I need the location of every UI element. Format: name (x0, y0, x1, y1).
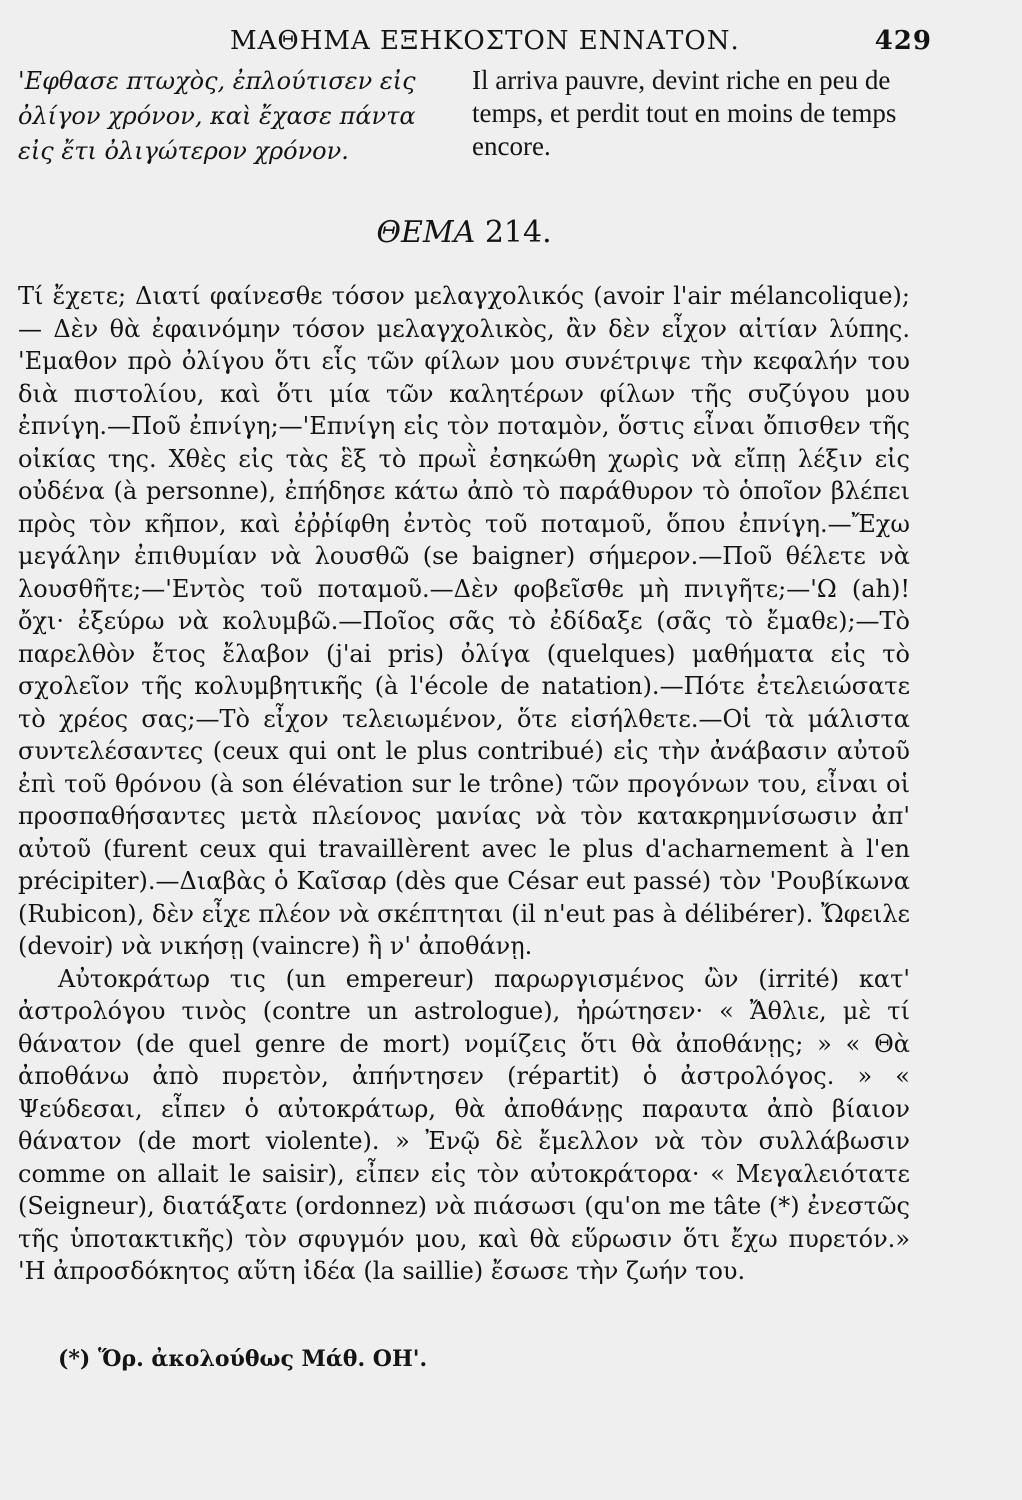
running-header (18, 26, 932, 56)
intro-section (18, 64, 910, 169)
intro-french-column: Il arriva pauvre, devint riche en peu de temps, et perdit tout en moins de temps encore. (472, 65, 897, 161)
chapter-title: ΜΑΘΗΜΑ ΕΞΗΚΟΣΤΟΝ ΕΝΝΑΤΟΝ. (230, 26, 740, 56)
theme-heading (18, 215, 910, 250)
theme-word: ΘΕΜΑ (376, 215, 476, 250)
footnote: (*) Ὅρ. ἀκολούθως Μάθ. ΟΗ'. (58, 1345, 428, 1372)
theme-number: 214. (484, 215, 552, 250)
page-number: 429 (874, 26, 932, 56)
intro-greek-column: 'Εφθασε πτωχὸς, ἐπλούτισεν εἰς ὀλίγον χρόνον, καὶ ἔχασε πάντα εἰς ἔτι ὀλιγώτερον χρόνον. (18, 67, 416, 165)
paragraph: Αὐτοκράτωρ τις (un empereur) παρωργισμένος ὢν (irrité) κατ' ἀστρολόγου τινὸς (contre un astrologue), ἠρώτησεν· « Ἄθλιε, μὲ τί θάνατον (de quel genre de mort) νομίζεις ὅτι θὰ ἀποθάνῃς; » « Θὰ ἀποθάνω ἀπὸ πυρετὸν, ἀπήντησεν (répartit) ὁ ἀστρολόγος. » « Ψεύδεσαι, εἶπεν ὁ αὐτοκράτωρ, θὰ ἀποθάνῃς παραυτα ἀπὸ βίαιον θάνατον (de mort violente). » Ἐνῷ δὲ ἔμελλον νὰ τὸν συλλάβωσιν comme on allait le saisir), εἶπεν εἰς τὸν αὐτοκράτορα· « Μεγαλειότατε (Seigneur), διατάξατε (ordonnez) νὰ πιάσωσι (qu'on me tâte (*) ἐνεστῶς τῆς ὑποτακτικῆς) τὸν σφυγμόν μου, καὶ θὰ εὕρωσιν ὅτι ἔχω πυρετόν.» 'Η ἀπροσδόκητος αὕτη ἰδέα (la saillie) ἔσωσε τὴν ζωήν του. (18, 964, 910, 1285)
paragraph: Τί ἔχετε; Διατί φαίνεσθε τόσον μελαγχολικός (avoir l'air mélancolique);— Δὲν θὰ ἐφαινόμην τόσον μελαγχολικὸς, ἂν δὲν εἶχον αἰτίαν λύπης. 'Εμαθον πρὸ ὀλίγου ὅτι εἷς τῶν φίλων μου συνέτριψε τὴν κεφαλήν του διὰ πιστολίου, καὶ ὅτι μία τῶν καλητέρων φίλων τῆς συζύγου μου ἐπνίγη.—Ποῦ ἐπνίγη;—'Επνίγη εἰς τὸν ποταμὸν, ὅστις εἶναι ὄπισθεν τῆς οἰκίας της. Χθὲς εἰς τὰς ἓξ τὸ πρωῒ ἐσηκώθη χωρὶς νὰ εἴπῃ λέξιν εἰς οὐδένα (à personne), ἐπήδησε κάτω ἀπὸ τὸ παράθυρον τὸ ὁποῖον βλέπει πρὸς τὸν κῆπον, καὶ ἐῤῥίφθη ἐντὸς τοῦ ποταμοῦ, ὅπου ἐπνίγη.—Ἔχω μεγάλην ἐπιθυμίαν νὰ λουσθῶ (se baigner) σήμερον.—Ποῦ θέλετε νὰ λουσθῆτε;—'Εντὸς τοῦ ποταμοῦ.—Δὲν φοβεῖσθε μὴ πνιγῆτε;—'Ω (ah)! ὄχι· ἐξεύρω νὰ κολυμβῶ.—Ποῖος σᾶς τὸ ἐδίδαξε (σᾶς τὸ ἔμαθε);—Τὸ παρελθὸν ἔτος ἔλαβον (j'ai pris) ὀλίγα (quelques) μαθήματα εἰς τὸ σχολεῖον τῆς κολυμβητικῆς (à l'école de natation).—Πότε ἐτελειώσατε τὸ χρέος σας;—Τὸ εἶχον τελειωμένον, ὅτε εἰσήλθετε.—Οἱ τὰ μάλιστα συντελέσαντες (ceux qui ont le plus contribué) εἰς τὴν ἀνάβασιν αὐτοῦ ἐπὶ τοῦ θρόνου (à son élévation sur le trône) τῶν προγόνων του, εἶναι οἱ προσπαθήσαντες μετὰ πλείονος μανίας νὰ τὸν κατακρημνίσωσιν ἀπ' αὐτοῦ (furent ceux qui travaillèrent avec le plus d'acharnement à l'en précipiter).—Διαβὰς ὁ Καῖσαρ (dès que César eut passé) τὸν 'Ρουβίκωνα (Rubicon), δὲν εἶχε πλέον νὰ σκέπτηται (il n'eut pas à délibérer). Ὤφειλε (devoir) νὰ νικήσῃ (vaincre) ἢ ν' ἀποθάνῃ. (18, 282, 910, 960)
exercise-text (18, 280, 910, 1288)
